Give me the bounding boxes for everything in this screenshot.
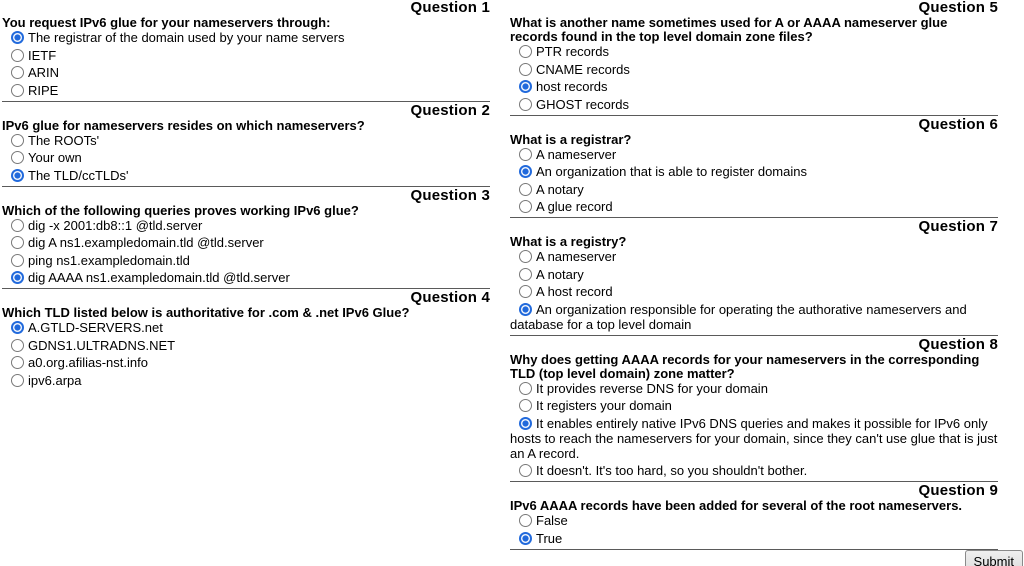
radio-button[interactable] [519,250,532,263]
answer-option[interactable] [510,97,998,112]
answer-option[interactable] [2,218,490,233]
answer-option[interactable] [2,30,490,45]
answer-option[interactable] [510,284,998,299]
answer-option[interactable] [510,302,998,332]
answer-option[interactable] [2,355,490,370]
radio-button[interactable] [519,148,532,161]
question-block [510,217,998,332]
answer-option[interactable] [2,48,490,63]
options-group [2,218,490,286]
option-label[interactable]: False [536,513,568,528]
question-block [2,186,490,286]
option-label[interactable]: An organization that is able to register domains [536,164,807,179]
question-text: What is a registrar? [510,131,632,147]
option-label[interactable]: ARIN [28,65,60,80]
options-group [2,133,490,183]
question-block [510,0,998,112]
option-label[interactable]: host records [536,79,608,94]
radio-button[interactable] [519,80,532,93]
answer-option[interactable] [510,398,998,413]
answer-option[interactable] [2,270,490,285]
question-block [510,115,998,215]
option-label[interactable]: A notary [536,181,584,197]
question-text: What is a registry? [510,234,627,249]
option-label[interactable]: It doesn't. It's too hard, so you shouldn't bother. [536,463,808,478]
answer-option[interactable] [2,235,490,250]
radio-button[interactable] [11,31,24,44]
answer-option[interactable] [510,79,998,94]
radio-button[interactable] [11,321,24,334]
option-label[interactable]: A notary [536,266,584,282]
options-group [510,381,998,479]
answer-option[interactable] [510,267,998,282]
option-label[interactable]: PTR records [536,44,609,59]
answer-option[interactable] [2,150,490,165]
options-group [510,147,998,215]
question-text: IPv6 glue for nameservers resides on which nameservers? [2,117,365,133]
radio-button[interactable] [11,339,24,352]
option-label[interactable]: dig -x 2001:db8::1 @tld.server [28,217,203,233]
question-number: Question 9 [918,482,998,499]
question-number: Question 1 [410,0,490,16]
option-label[interactable]: a0.org.afilias-nst.info [28,355,148,370]
question-number: Question 3 [410,186,490,204]
options-group [510,249,998,332]
option-label[interactable]: It registers your domain [536,398,672,413]
radio-button[interactable] [519,532,532,545]
radio-button[interactable] [11,374,24,387]
answer-option[interactable] [510,531,998,546]
option-label[interactable]: dig A ns1.exampledomain.tld @tld.server [28,235,264,250]
option-label[interactable]: IETF [28,47,57,63]
radio-button[interactable] [519,45,532,58]
bottom-divider [510,549,998,550]
option-label[interactable]: The ROOTs' [28,132,100,148]
option-label[interactable]: It provides reverse DNS for your domain [536,380,768,396]
radio-button[interactable] [519,165,532,178]
radio-button[interactable] [519,417,532,430]
question-number: Question 8 [918,335,998,353]
question-text: Which of the following queries proves working IPv6 glue? [2,202,359,218]
options-group [510,44,998,112]
radio-button[interactable] [11,219,24,232]
answer-option[interactable] [2,65,490,80]
radio-button[interactable] [519,63,532,76]
radio-button[interactable] [519,303,532,316]
submit-button[interactable]: Submit [965,550,1023,566]
answer-option[interactable] [2,133,490,148]
option-label[interactable]: ipv6.arpa [28,372,82,388]
radio-button[interactable] [11,66,24,79]
option-label[interactable]: True [536,530,563,546]
questions-container-left [2,0,490,388]
option-label[interactable]: It enables entirely native IPv6 DNS queries and makes it possible for IPv6 only hosts to reach the nameservers for your domain, since they can't use glue that is just an A record. [510,415,998,461]
radio-button[interactable] [11,254,24,267]
question-number: Question 7 [918,218,998,235]
question-block [510,481,998,546]
radio-button[interactable] [519,183,532,196]
answer-option[interactable] [510,62,998,77]
answer-option[interactable] [510,182,998,197]
answer-option[interactable] [510,513,998,528]
questions-container-right [510,0,998,546]
radio-button[interactable] [519,382,532,395]
radio-button[interactable] [11,271,24,284]
radio-button[interactable] [519,399,532,412]
question-text: Why does getting AAAA records for your nameservers in the corresponding TLD (top level domain) zone matter? [510,351,980,381]
option-label[interactable]: A.GTLD-SERVERS.net [28,320,163,335]
question-text: IPv6 AAAA records have been added for several of the root nameservers. [510,498,963,513]
radio-button[interactable] [519,268,532,281]
question-text: You request IPv6 glue for your nameservers through: [2,15,331,30]
answer-option[interactable] [2,83,490,98]
answer-option[interactable] [2,168,490,183]
answer-option[interactable] [510,164,998,179]
question-text: What is another name sometimes used for A or AAAA nameserver glue records found in the top level domain zone files? [510,15,948,44]
radio-button[interactable] [11,49,24,62]
question-block [2,0,490,98]
question-number: Question 6 [918,115,998,133]
radio-button[interactable] [11,169,24,182]
option-label[interactable]: A nameserver [536,146,617,162]
radio-button[interactable] [519,200,532,213]
option-label[interactable]: The registrar of the domain used by your name servers [28,30,345,45]
answer-option[interactable] [510,381,998,396]
radio-button[interactable] [519,514,532,527]
radio-button[interactable] [11,134,24,147]
answer-option[interactable] [510,416,998,461]
answer-option[interactable] [2,320,490,335]
answer-option[interactable] [510,199,998,214]
question-text: Which TLD listed below is authoritative for .com & .net IPv6 Glue? [2,305,410,320]
option-label[interactable]: Your own [28,150,82,165]
radio-button[interactable] [519,285,532,298]
option-label[interactable]: GDNS1.ULTRADNS.NET [28,337,176,353]
option-label[interactable]: CNAME records [536,61,630,77]
question-block [2,288,490,388]
radio-button[interactable] [11,356,24,369]
option-label[interactable]: ping ns1.exampledomain.tld [28,252,190,268]
answer-option[interactable] [2,373,490,388]
answer-option[interactable] [510,44,998,59]
option-label[interactable]: RIPE [28,82,59,98]
options-group [2,320,490,388]
right-column [510,0,998,550]
question-number: Question 4 [410,289,490,306]
left-column [2,0,490,550]
question-block [510,335,998,479]
answer-option[interactable] [510,249,998,264]
question-block [2,101,490,183]
radio-button[interactable] [11,236,24,249]
answer-option[interactable] [2,338,490,353]
option-label[interactable]: dig AAAA ns1.exampledomain.tld @tld.server [28,270,290,285]
options-group [510,513,998,546]
option-label[interactable]: The TLD/ccTLDs' [28,167,129,183]
radio-button[interactable] [11,151,24,164]
radio-button[interactable] [11,84,24,97]
answer-option[interactable] [510,463,998,478]
option-label[interactable]: A host record [536,284,613,299]
options-group [2,30,490,98]
answer-option[interactable] [2,253,490,268]
question-number: Question 2 [410,101,490,119]
option-label[interactable]: A nameserver [536,249,617,264]
option-label[interactable]: A glue record [536,199,613,214]
option-label[interactable]: An organization responsible for operating the authorative nameservers and database for a top level domain [510,301,967,332]
radio-button[interactable] [519,98,532,111]
radio-button[interactable] [519,464,532,477]
question-number: Question 5 [918,0,998,16]
option-label[interactable]: GHOST records [536,96,629,112]
answer-option[interactable] [510,147,998,162]
